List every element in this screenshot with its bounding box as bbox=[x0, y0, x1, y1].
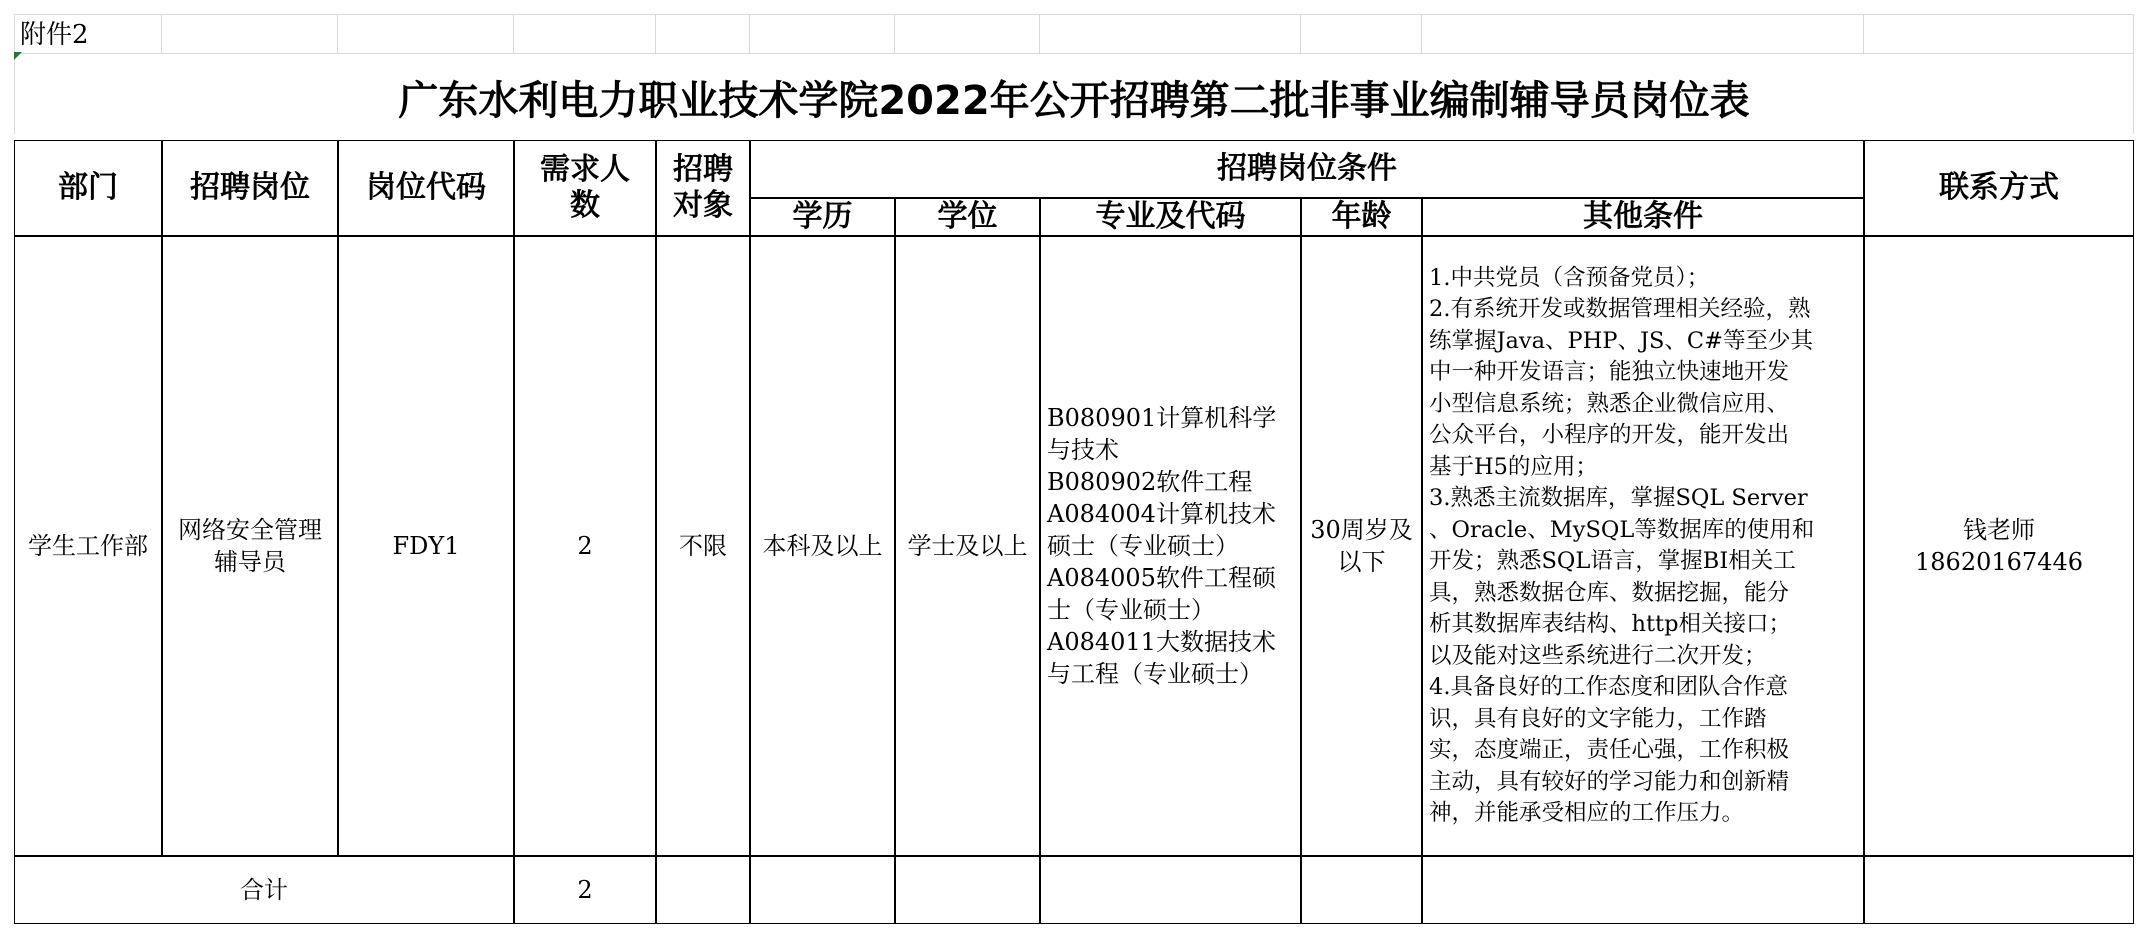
header-conditions[interactable]: 招聘岗位条件 bbox=[750, 140, 1864, 198]
annex-label[interactable]: 附件2 bbox=[20, 20, 89, 50]
cell-total-count[interactable]: 2 bbox=[514, 856, 656, 924]
other-condition-line: 基于H5的应用； bbox=[1429, 453, 1598, 480]
other-condition-line: 公众平台，小程序的开发，能开发出 bbox=[1429, 422, 1790, 448]
major-line: 硕士（专业硕士） bbox=[1047, 532, 1239, 560]
cell-target[interactable]: 不限 bbox=[656, 236, 750, 856]
other-condition-line: 、Oracle、MySQL等数据库的使用和 bbox=[1429, 516, 1815, 543]
major-line: A084011大数据技术 bbox=[1047, 628, 1276, 656]
other-condition-line: 1.中共党员（含预备党员）； bbox=[1429, 264, 1710, 291]
other-condition-line: 3.熟悉主流数据库，掌握SQL Server bbox=[1429, 485, 1808, 511]
other-condition-line: 以及能对这些系统进行二次开发； bbox=[1429, 642, 1767, 669]
cell-education[interactable]: 本科及以上 bbox=[750, 236, 895, 856]
cell-total-empty[interactable] bbox=[1301, 856, 1422, 924]
header-major[interactable]: 专业及代码 bbox=[1040, 198, 1301, 236]
header-count[interactable]: 需求人数 bbox=[514, 140, 656, 236]
major-line: 士（专业硕士） bbox=[1047, 596, 1215, 624]
other-condition-line: 2.有系统开发或数据管理相关经验，熟 bbox=[1429, 296, 1811, 322]
other-condition-line: 主动，具有较好的学习能力和创新精 bbox=[1429, 768, 1790, 795]
other-condition-line: 神，并能承受相应的工作压力。 bbox=[1429, 800, 1745, 826]
major-line: 与技术 bbox=[1047, 436, 1119, 464]
cell-major[interactable] bbox=[1040, 236, 1301, 856]
grid-cell bbox=[338, 14, 514, 54]
grid-cell bbox=[656, 14, 750, 54]
grid-cell bbox=[1301, 14, 1422, 54]
grid-cell bbox=[514, 14, 656, 54]
other-condition-line: 4.具备良好的工作态度和团队合作意 bbox=[1429, 674, 1788, 700]
grid-cell bbox=[1422, 14, 1864, 54]
contact-phone: 18620167446 bbox=[1915, 548, 2083, 576]
cell-total-empty[interactable] bbox=[1040, 856, 1301, 924]
contact-lines bbox=[1915, 514, 2083, 578]
other-condition-line: 开发；熟悉SQL语言，掌握BI相关工 bbox=[1429, 548, 1796, 574]
header-code[interactable]: 岗位代码 bbox=[338, 140, 514, 236]
cell-total-empty[interactable] bbox=[895, 856, 1040, 924]
other-condition-line: 析其数据库表结构、http相关接口； bbox=[1429, 611, 1791, 637]
major-line: 与工程（专业硕士） bbox=[1047, 660, 1263, 688]
header-education[interactable]: 学历 bbox=[750, 198, 895, 236]
major-line: B080901计算机科学 bbox=[1047, 404, 1277, 432]
header-target[interactable]: 招聘对象 bbox=[656, 140, 750, 236]
grid-cell bbox=[1040, 14, 1301, 54]
other-condition-line: 练掌握Java、PHP、JS、C#等至少其 bbox=[1429, 327, 1813, 354]
other-condition-line: 具，熟悉数据仓库、数据挖掘，能分 bbox=[1429, 579, 1790, 606]
cell-age[interactable]: 30周岁及以下 bbox=[1301, 236, 1422, 856]
cell-total-label[interactable]: 合计 bbox=[14, 856, 514, 924]
grid-cell bbox=[895, 14, 1040, 54]
header-contact[interactable]: 联系方式 bbox=[1864, 140, 2134, 236]
cell-degree[interactable]: 学士及以上 bbox=[895, 236, 1040, 856]
header-other[interactable]: 其他条件 bbox=[1422, 198, 1864, 236]
other-conditions-lines bbox=[1429, 263, 1814, 830]
cell-dept[interactable]: 学生工作部 bbox=[14, 236, 162, 856]
cell-code[interactable]: FDY1 bbox=[338, 236, 514, 856]
header-degree[interactable]: 学位 bbox=[895, 198, 1040, 236]
cell-count[interactable]: 2 bbox=[514, 236, 656, 856]
cell-other[interactable] bbox=[1422, 236, 1864, 856]
cell-contact[interactable] bbox=[1864, 236, 2134, 856]
major-line: A084005软件工程硕 bbox=[1047, 564, 1276, 592]
major-line: A084004计算机技术 bbox=[1047, 500, 1276, 528]
grid-line bbox=[14, 14, 2134, 15]
major-lines bbox=[1047, 402, 1276, 690]
cell-total-empty[interactable] bbox=[1422, 856, 1864, 924]
cell-total-empty[interactable] bbox=[656, 856, 750, 924]
grid-cell bbox=[162, 14, 338, 54]
other-condition-line: 小型信息系统；熟悉企业微信应用、 bbox=[1429, 390, 1790, 417]
cell-total-empty[interactable] bbox=[1864, 856, 2134, 924]
page-title[interactable]: 广东水利电力职业技术学院2022年公开招聘第二批非事业编制辅导员岗位表 bbox=[398, 77, 1750, 124]
other-condition-line: 实，态度端正，责任心强，工作积极 bbox=[1429, 737, 1790, 763]
header-dept[interactable]: 部门 bbox=[14, 140, 162, 236]
cell-total-empty[interactable] bbox=[750, 856, 895, 924]
contact-name: 钱老师 bbox=[1963, 516, 2035, 544]
grid-cell bbox=[750, 14, 895, 54]
other-condition-line: 中一种开发语言；能独立快速地开发 bbox=[1429, 359, 1790, 385]
grid-cell bbox=[1864, 14, 2134, 54]
major-line: B080902软件工程 bbox=[1047, 468, 1253, 496]
header-position[interactable]: 招聘岗位 bbox=[162, 140, 338, 236]
cell-position[interactable]: 网络安全管理辅导员 bbox=[162, 236, 338, 856]
header-age[interactable]: 年龄 bbox=[1301, 198, 1422, 236]
other-condition-line: 识，具有良好的文字能力，工作踏 bbox=[1429, 705, 1767, 732]
